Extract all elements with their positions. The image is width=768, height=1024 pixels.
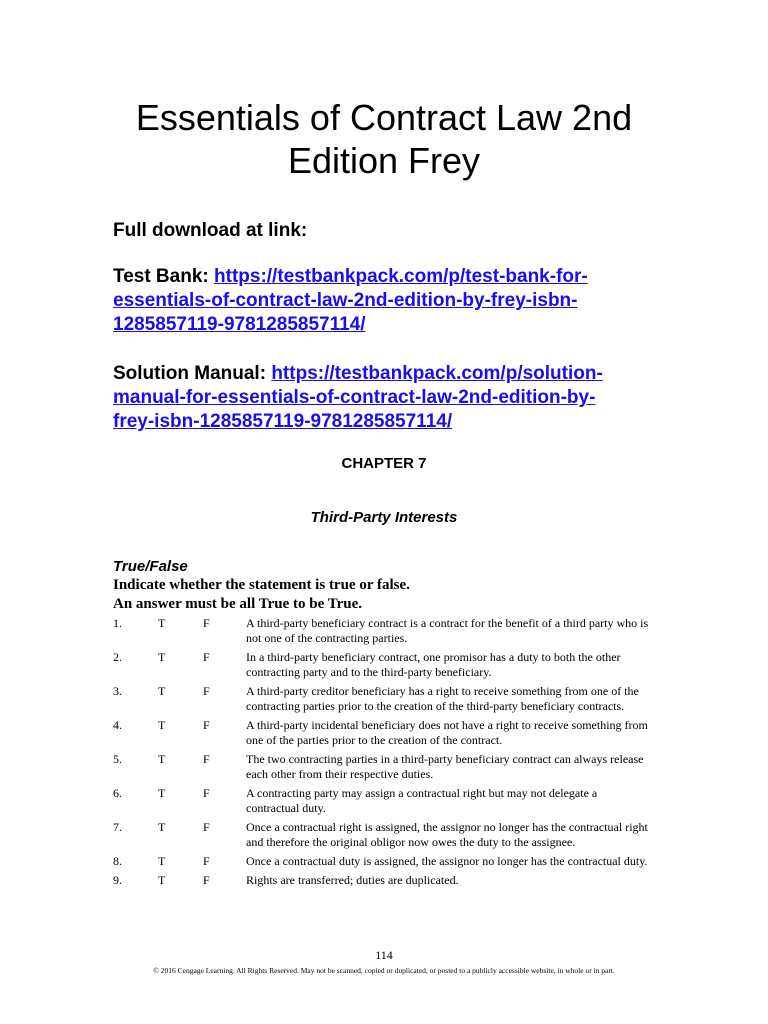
- question-item: [113, 718, 653, 748]
- false-option: F: [203, 820, 210, 834]
- question-text: A contracting party may assign a contractual right but may not delegate a contractual duty.: [246, 786, 598, 815]
- question-text: The two contracting parties in a third-party beneficiary contract can always release each other from their respective duties.: [246, 752, 644, 781]
- true-option: T: [158, 854, 166, 868]
- solution-manual-block: [113, 362, 673, 434]
- page-number: 114: [375, 948, 393, 962]
- full-download-label: Full download at link:: [113, 220, 308, 241]
- question-number: 8.: [113, 854, 122, 868]
- section-heading: True/False: [113, 558, 188, 575]
- true-option: T: [158, 684, 166, 698]
- instruction-1: Indicate whether the statement is true or false.: [113, 577, 410, 593]
- question-item: [113, 752, 653, 782]
- chapter-subtitle: Third-Party Interests: [310, 509, 458, 526]
- chapter-heading: CHAPTER 7: [341, 455, 427, 472]
- question-number: 4.: [113, 718, 122, 732]
- true-option: T: [158, 650, 166, 664]
- solution-manual-label: Solution Manual:: [113, 363, 272, 384]
- true-option: T: [158, 752, 166, 766]
- false-option: F: [203, 873, 210, 887]
- question-item: [113, 786, 653, 816]
- solution-manual-url-line-1[interactable]: https://testbankpack.com/p/solution-: [271, 363, 603, 384]
- question-text: A third-party beneficiary contract is a contract for the benefit of a third party who is not one of the contracting parties.: [246, 616, 649, 645]
- question-item: [113, 616, 653, 646]
- question-number: 9.: [113, 873, 122, 887]
- true-option: T: [158, 718, 166, 732]
- question-item: [113, 820, 653, 850]
- document-title: [80, 96, 688, 182]
- question-text: In a third-party beneficiary contract, one promisor has a duty to both the other contracting party and to the third-party beneficiary.: [246, 650, 621, 679]
- question-text: A third-party creditor beneficiary has a right to receive something from one of the contracting parties prior to the creation of the third-party beneficiary contracts.: [246, 684, 639, 713]
- question-text: A third-party incidental beneficiary does not have a right to receive something from one of the parties prior to the creation of the contract.: [246, 718, 648, 747]
- question-number: 6.: [113, 786, 122, 800]
- true-option: T: [158, 820, 166, 834]
- test-bank-url-line-1[interactable]: https://testbankpack.com/p/test-bank-for-: [214, 266, 588, 287]
- question-item: [113, 873, 653, 888]
- test-bank-label: Test Bank:: [113, 266, 215, 287]
- question-item: [113, 684, 653, 714]
- false-option: F: [203, 650, 210, 664]
- question-number: 1.: [113, 616, 122, 630]
- question-text: Once a contractual right is assigned, the assignor no longer has the contractual right and therefore the original obligor now owes the duty to the assignee.: [246, 820, 648, 849]
- solution-manual-url-line-2[interactable]: manual-for-essentials-of-contract-law-2nd-edition-by-: [113, 387, 596, 408]
- title-line-2: Edition Frey: [287, 140, 481, 181]
- solution-manual-url-line-3[interactable]: frey-isbn-1285857119-9781285857114/: [113, 411, 453, 432]
- question-number: 7.: [113, 820, 122, 834]
- true-option: T: [158, 616, 166, 630]
- question-number: 5.: [113, 752, 122, 766]
- question-number: 3.: [113, 684, 122, 698]
- instruction-2: An answer must be all True to be True.: [113, 596, 363, 612]
- question-number: 2.: [113, 650, 122, 664]
- title-line-1: Essentials of Contract Law 2nd: [135, 97, 633, 138]
- question-text: Once a contractual duty is assigned, the assignor no longer has the contractual duty.: [246, 854, 648, 868]
- true-option: T: [158, 786, 166, 800]
- false-option: F: [203, 752, 210, 766]
- question-list: [113, 616, 653, 892]
- false-option: F: [203, 718, 210, 732]
- false-option: F: [203, 616, 210, 630]
- test-bank-url-line-3[interactable]: 1285857119-9781285857114/: [113, 314, 366, 335]
- false-option: F: [203, 684, 210, 698]
- true-option: T: [158, 873, 166, 887]
- false-option: F: [203, 854, 210, 868]
- false-option: F: [203, 786, 210, 800]
- question-item: [113, 854, 653, 869]
- question-item: [113, 650, 653, 680]
- question-text: Rights are transferred; duties are duplicated.: [246, 873, 459, 887]
- copyright-notice: © 2016 Cengage Learning. All Rights Reserved. May not be scanned, copied or duplicated, or posted to a publicly accessible website, in whole or in part.: [153, 966, 615, 975]
- test-bank-block: [113, 265, 673, 337]
- test-bank-url-line-2[interactable]: essentials-of-contract-law-2nd-edition-by-frey-isbn-: [113, 290, 578, 311]
